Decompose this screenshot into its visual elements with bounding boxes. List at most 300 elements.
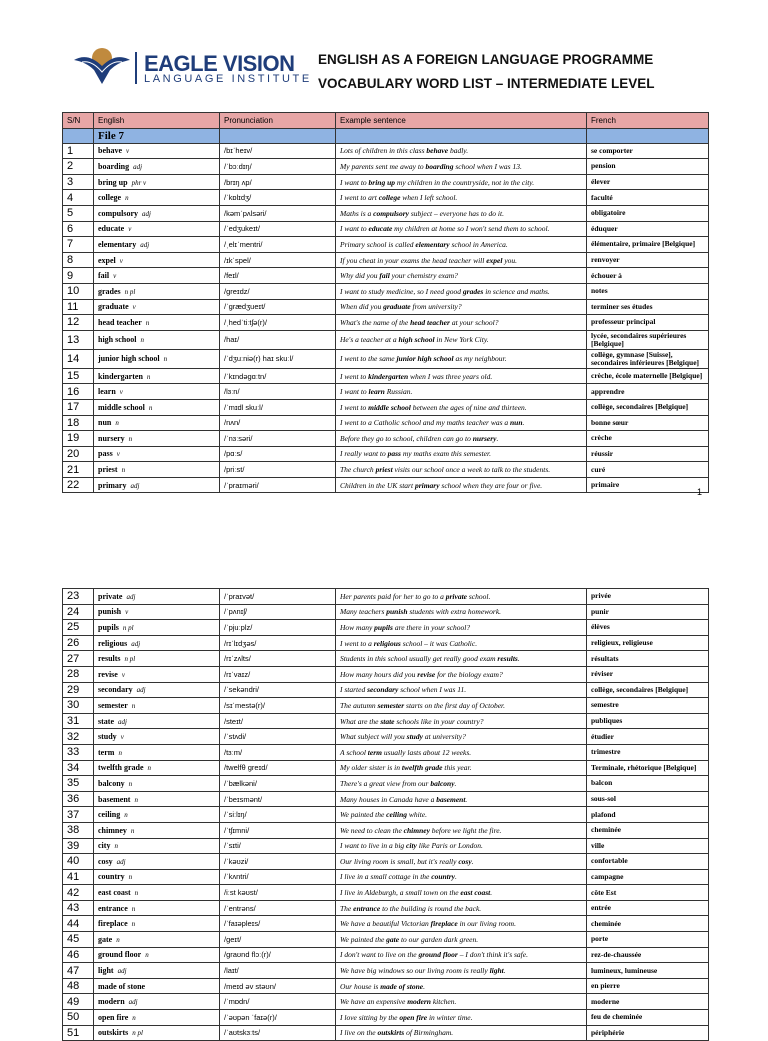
cell-english xyxy=(94,159,220,175)
cell-pronunciation: /ˈbælkəni/ xyxy=(220,776,336,792)
english-word: college xyxy=(98,193,122,203)
example-text: . xyxy=(517,654,520,664)
example-text: as my neighbour. xyxy=(453,354,507,364)
cell-french: pension xyxy=(587,159,709,175)
example-text: I live in a small cottage in the xyxy=(340,872,432,882)
example-text: schools like in your country? xyxy=(394,716,484,726)
part-of-speech: v xyxy=(120,733,124,742)
part-of-speech: n xyxy=(131,904,136,913)
cell-pronunciation: /feɪl/ xyxy=(220,268,336,284)
page-1 xyxy=(0,0,768,500)
table-row xyxy=(63,1010,709,1026)
cell-english xyxy=(94,315,220,331)
example-text: I went to the same xyxy=(340,354,397,364)
cell-example xyxy=(336,221,587,237)
cell-english xyxy=(94,1025,220,1041)
cell-french: étudier xyxy=(587,729,709,745)
example-keyword: basement xyxy=(436,794,466,804)
english-word: fail xyxy=(98,271,110,281)
example-keyword: entrance xyxy=(353,903,381,913)
cell-english xyxy=(94,947,220,963)
cell-pronunciation: /ˈpraɪvət/ xyxy=(220,589,336,605)
cell-english xyxy=(94,190,220,206)
table-row xyxy=(63,159,709,175)
table-row xyxy=(63,760,709,776)
cell-english xyxy=(94,807,220,823)
cell-english xyxy=(94,932,220,948)
cell-pronunciation: /ˈkəʊzi/ xyxy=(220,854,336,870)
part-of-speech: n xyxy=(128,873,133,882)
part-of-speech: n xyxy=(132,1013,136,1022)
example-text: . xyxy=(503,966,506,976)
table-row xyxy=(63,682,709,698)
cell-french: côte Est xyxy=(587,885,709,901)
example-text: I went to art xyxy=(340,193,379,203)
english-word: city xyxy=(98,841,111,851)
table-row xyxy=(63,190,709,206)
example-keyword: nursery xyxy=(472,433,497,443)
table-row xyxy=(63,791,709,807)
cell-example xyxy=(336,854,587,870)
example-text: A school xyxy=(340,747,368,757)
file-label: File 7 xyxy=(94,128,220,143)
cell-english xyxy=(94,268,220,284)
table-row xyxy=(63,221,709,237)
cell-english xyxy=(94,349,220,368)
cell-english xyxy=(94,682,220,698)
example-text: Many houses in Canada have a xyxy=(340,794,437,804)
cell-sn: 28 xyxy=(63,666,94,682)
cell-example xyxy=(336,635,587,651)
cell-sn: 4 xyxy=(63,190,94,206)
cell-pronunciation: /ˈtʃɪmni/ xyxy=(220,822,336,838)
english-word: basement xyxy=(98,794,131,804)
table-row xyxy=(63,330,709,349)
example-keyword: educate xyxy=(368,224,393,234)
part-of-speech: v xyxy=(132,303,136,312)
cell-english xyxy=(94,604,220,620)
part-of-speech: n pl xyxy=(122,623,134,632)
part-of-speech: n xyxy=(128,434,133,443)
example-text: visits our school once a week to talk to the students. xyxy=(392,465,551,475)
part-of-speech: adj xyxy=(117,967,127,976)
part-of-speech: adj xyxy=(140,240,150,249)
cell-pronunciation: /ˈedʒukeɪt/ xyxy=(220,221,336,237)
cell-french: résultats xyxy=(587,651,709,667)
english-word: made of stone xyxy=(98,981,146,991)
cell-pronunciation: /ˈbeɪsmənt/ xyxy=(220,791,336,807)
cell-example xyxy=(336,651,587,667)
english-word: grades xyxy=(98,286,121,296)
example-text: If you cheat in your exams the head teacher will xyxy=(340,255,487,265)
table-row xyxy=(63,604,709,620)
cell-sn: 40 xyxy=(63,854,94,870)
cell-pronunciation: /greɪdz/ xyxy=(220,283,336,299)
example-text: in winter time. xyxy=(427,1012,473,1022)
cell-pronunciation: /ˈdʒuːniə(r) haɪ skuːl/ xyxy=(220,349,336,368)
example-text: . xyxy=(423,981,426,991)
table-row xyxy=(63,174,709,190)
table-row xyxy=(63,713,709,729)
cell-pronunciation: /rɪˈzʌlts/ xyxy=(220,651,336,667)
cell-french: punir xyxy=(587,604,709,620)
cell-example xyxy=(336,431,587,447)
part-of-speech: n xyxy=(114,842,118,851)
cell-english xyxy=(94,252,220,268)
cell-french: religieux, religieuse xyxy=(587,635,709,651)
example-keyword: primary xyxy=(414,480,440,490)
cell-example xyxy=(336,368,587,384)
english-word: compulsory xyxy=(98,208,138,218)
part-of-speech: n xyxy=(115,419,119,428)
table-row xyxy=(63,854,709,870)
cell-english xyxy=(94,221,220,237)
cell-example xyxy=(336,1025,587,1041)
english-word: gate xyxy=(98,934,113,944)
cell-sn: 51 xyxy=(63,1025,94,1041)
english-word: nursery xyxy=(98,433,125,443)
example-text: The xyxy=(340,903,354,913)
cell-example xyxy=(336,237,587,253)
part-of-speech: adj xyxy=(133,162,143,171)
cell-french: éduquer xyxy=(587,221,709,237)
part-of-speech: n xyxy=(125,194,129,203)
example-text: school in America. xyxy=(449,239,508,249)
logo-main-text: EAGLE VISION xyxy=(144,51,295,76)
part-of-speech: v xyxy=(116,450,120,459)
cell-sn: 35 xyxy=(63,776,94,792)
example-keyword: punish xyxy=(386,607,408,617)
cell-french: apprendre xyxy=(587,384,709,400)
cell-example xyxy=(336,462,587,478)
example-keyword: grades xyxy=(462,286,484,296)
example-text: badly. xyxy=(448,146,469,156)
english-word: term xyxy=(98,747,115,757)
page-2 xyxy=(0,580,768,1039)
cell-example xyxy=(336,682,587,698)
part-of-speech: n xyxy=(140,336,144,345)
example-keyword: high school xyxy=(398,335,435,345)
cell-sn: 31 xyxy=(63,713,94,729)
cell-french: balcon xyxy=(587,776,709,792)
part-of-speech: n xyxy=(131,920,136,929)
cell-pronunciation: /ˈpraɪməri/ xyxy=(220,477,336,493)
table-row xyxy=(63,349,709,368)
cell-pronunciation: /sɪˈmestə(r)/ xyxy=(220,698,336,714)
example-text: I don't want to live on the xyxy=(340,950,419,960)
part-of-speech: v xyxy=(128,225,132,234)
english-word: expel xyxy=(98,255,116,265)
table-row xyxy=(63,589,709,605)
example-keyword: study xyxy=(406,732,423,742)
example-text: How many hours did you xyxy=(340,669,418,679)
cell-example xyxy=(336,446,587,462)
cell-pronunciation: /ˈgrædʒueɪt/ xyxy=(220,299,336,315)
example-text: this year. xyxy=(442,763,472,773)
cell-french: lumineux, lumineuse xyxy=(587,963,709,979)
part-of-speech: n xyxy=(124,811,128,820)
example-keyword: fireplace xyxy=(430,919,458,929)
example-text: We painted the xyxy=(340,810,387,820)
cell-sn: 45 xyxy=(63,932,94,948)
cell-english xyxy=(94,462,220,478)
cell-example xyxy=(336,620,587,636)
cell-french: échouer à xyxy=(587,268,709,284)
cell-english xyxy=(94,1010,220,1026)
example-text: I went to xyxy=(340,402,369,412)
english-word: country xyxy=(98,872,125,882)
cell-pronunciation: /ˈfaɪəpleɪs/ xyxy=(220,916,336,932)
part-of-speech: n xyxy=(147,764,152,773)
cell-pronunciation: /rɪˈvaɪz/ xyxy=(220,666,336,682)
cell-french: terminer ses études xyxy=(587,299,709,315)
cell-french: curé xyxy=(587,462,709,478)
example-keyword: city xyxy=(406,841,417,851)
table-row xyxy=(63,978,709,994)
cell-example xyxy=(336,822,587,838)
cell-pronunciation: /geɪt/ xyxy=(220,932,336,948)
english-word: ground floor xyxy=(98,950,142,960)
part-of-speech: adj xyxy=(118,717,127,726)
english-word: elementary xyxy=(98,239,137,249)
cell-sn: 33 xyxy=(63,744,94,760)
header-pronunciation: Pronunciation xyxy=(220,113,336,129)
cell-sn: 17 xyxy=(63,399,94,415)
english-word: nun xyxy=(98,418,112,428)
example-text: There's a great view from our xyxy=(340,778,431,788)
cell-example xyxy=(336,384,587,400)
english-word: punish xyxy=(98,607,122,617)
part-of-speech: n xyxy=(146,372,151,381)
example-keyword: modern xyxy=(407,997,431,1007)
cell-english xyxy=(94,900,220,916)
table-row xyxy=(63,205,709,221)
table-row xyxy=(63,143,709,159)
part-of-speech: adj xyxy=(130,481,140,490)
english-word: revise xyxy=(98,669,118,679)
example-text: Lots of children in this class xyxy=(340,146,427,156)
cell-sn: 21 xyxy=(63,462,94,478)
example-text: Our house is xyxy=(340,981,381,991)
example-text: in New York City. xyxy=(434,335,489,345)
table-row xyxy=(63,635,709,651)
example-text: my children in the countryside, not in the city. xyxy=(395,177,535,187)
example-text: I live on the xyxy=(340,1028,378,1038)
cell-example xyxy=(336,330,587,349)
vocabulary-table-page-2 xyxy=(62,588,709,1041)
example-text: What subject will you xyxy=(340,732,407,742)
part-of-speech: n xyxy=(134,889,139,898)
example-keyword: expel xyxy=(486,255,503,265)
cell-pronunciation: /meɪd əv stəʊn/ xyxy=(220,978,336,994)
cell-english xyxy=(94,666,220,682)
cell-sn: 15 xyxy=(63,368,94,384)
cell-english xyxy=(94,399,220,415)
cell-sn: 12 xyxy=(63,315,94,331)
english-word: open fire xyxy=(98,1012,129,1022)
cell-example xyxy=(336,963,587,979)
example-text: I went to a xyxy=(340,638,374,648)
cell-french: notes xyxy=(587,283,709,299)
part-of-speech: adj xyxy=(126,592,136,601)
part-of-speech: phr v xyxy=(131,178,147,187)
cell-pronunciation: /nʌn/ xyxy=(220,415,336,431)
cell-example xyxy=(336,729,587,745)
cell-english xyxy=(94,791,220,807)
example-keyword: graduate xyxy=(383,302,411,312)
english-word: secondary xyxy=(98,685,133,695)
example-text: between the ages of nine and thirteen. xyxy=(410,402,527,412)
part-of-speech: v xyxy=(119,256,123,265)
example-keyword: college xyxy=(378,193,401,203)
example-text: at university? xyxy=(422,732,466,742)
cell-english xyxy=(94,994,220,1010)
cell-pronunciation: /ˈkɪndəgɑːtn/ xyxy=(220,368,336,384)
cell-sn: 47 xyxy=(63,963,94,979)
cell-english xyxy=(94,635,220,651)
example-text: school when they are four or five. xyxy=(439,480,543,490)
cell-french: Terminale, rhétorique [Belgique] xyxy=(587,760,709,776)
english-word: high school xyxy=(98,335,137,345)
example-text: my maths exam this semester. xyxy=(400,449,491,459)
example-text: before we light the fire. xyxy=(429,825,502,835)
cell-english xyxy=(94,885,220,901)
cell-french: semestre xyxy=(587,698,709,714)
english-word: private xyxy=(98,591,123,601)
table-row xyxy=(63,838,709,854)
english-word: state xyxy=(98,716,114,726)
part-of-speech: adj xyxy=(116,857,126,866)
example-keyword: bring up xyxy=(368,177,396,187)
cell-pronunciation: /ˈaʊtskɜːts/ xyxy=(220,1025,336,1041)
cell-french: plafond xyxy=(587,807,709,823)
cell-pronunciation: /priːst/ xyxy=(220,462,336,478)
cell-sn: 22 xyxy=(63,477,94,493)
example-keyword: light xyxy=(489,966,504,976)
table-row xyxy=(63,415,709,431)
example-text: your chemistry exam? xyxy=(389,271,458,281)
part-of-speech: adj xyxy=(136,686,146,695)
table-row xyxy=(63,252,709,268)
cell-sn: 3 xyxy=(63,174,94,190)
cell-pronunciation: /graʊnd flɔː(r)/ xyxy=(220,947,336,963)
table-row xyxy=(63,368,709,384)
cell-pronunciation: /ˈmɪdl skuːl/ xyxy=(220,399,336,415)
example-text: Many teachers xyxy=(340,607,387,617)
cell-example xyxy=(336,268,587,284)
cell-example xyxy=(336,143,587,159)
header-sn: S/N xyxy=(63,113,94,129)
table-row xyxy=(63,462,709,478)
cell-example xyxy=(336,978,587,994)
english-word: boarding xyxy=(98,161,130,171)
cell-pronunciation: /ˈstʌdi/ xyxy=(220,729,336,745)
cell-example xyxy=(336,791,587,807)
table-row xyxy=(63,299,709,315)
cell-pronunciation: /ˌhedˈtiːtʃə(r)/ xyxy=(220,315,336,331)
cell-pronunciation: /ɪkˈspel/ xyxy=(220,252,336,268)
example-text: . xyxy=(496,433,499,443)
part-of-speech: v xyxy=(119,388,123,397)
cell-english xyxy=(94,729,220,745)
part-of-speech: n xyxy=(145,951,149,960)
cell-example xyxy=(336,994,587,1010)
english-word: entrance xyxy=(98,903,128,913)
cell-french: sous-sol xyxy=(587,791,709,807)
cell-example xyxy=(336,159,587,175)
cell-pronunciation: /laɪt/ xyxy=(220,963,336,979)
example-text: I want to study medicine, so I need good xyxy=(340,286,463,296)
cell-example xyxy=(336,666,587,682)
page-number: 1 xyxy=(697,487,703,497)
cell-sn: 9 xyxy=(63,268,94,284)
cell-example xyxy=(336,190,587,206)
example-text: for the biology exam? xyxy=(435,669,503,679)
example-keyword: outskirts xyxy=(377,1028,405,1038)
table-row xyxy=(63,916,709,932)
english-word: pass xyxy=(98,449,113,459)
cell-english xyxy=(94,384,220,400)
example-text: are there in your school? xyxy=(392,622,471,632)
cell-example xyxy=(336,900,587,916)
part-of-speech: n xyxy=(118,748,122,757)
cell-french: lycée, secondaires supérieures [Belgique] xyxy=(587,330,709,349)
english-word: light xyxy=(98,966,114,976)
example-text: my children at home so I won't send them to school. xyxy=(392,224,550,234)
table-row xyxy=(63,776,709,792)
cell-pronunciation: /rɪˈlɪdʒəs/ xyxy=(220,635,336,651)
part-of-speech: n pl xyxy=(124,655,136,664)
cell-sn: 5 xyxy=(63,205,94,221)
table-row xyxy=(63,932,709,948)
cell-french: en pierre xyxy=(587,978,709,994)
cell-pronunciation: /ˈmɒdn/ xyxy=(220,994,336,1010)
english-word: priest xyxy=(98,465,118,475)
cell-example xyxy=(336,760,587,776)
english-word: junior high school xyxy=(98,354,160,364)
cell-english xyxy=(94,760,220,776)
table-row xyxy=(63,431,709,447)
example-keyword: ground floor xyxy=(418,950,458,960)
cell-french: cheminée xyxy=(587,822,709,838)
cell-example xyxy=(336,869,587,885)
cell-french: privée xyxy=(587,589,709,605)
cell-sn: 44 xyxy=(63,916,94,932)
logo-divider xyxy=(135,52,137,84)
title-line-2: VOCABULARY WORD LIST – INTERMEDIATE LEVEL xyxy=(318,76,655,91)
example-keyword: middle school xyxy=(368,402,411,412)
cell-sn: 13 xyxy=(63,330,94,349)
part-of-speech: n xyxy=(145,318,150,327)
cell-english xyxy=(94,205,220,221)
cell-english xyxy=(94,854,220,870)
english-word: primary xyxy=(98,480,127,490)
example-text: starts on the first day of October. xyxy=(404,700,506,710)
cell-english xyxy=(94,589,220,605)
table-row xyxy=(63,900,709,916)
cell-pronunciation: /ˈsɪti/ xyxy=(220,838,336,854)
example-keyword: nun xyxy=(509,418,523,428)
example-text: My parents sent me away to xyxy=(340,161,426,171)
cell-sn: 39 xyxy=(63,838,94,854)
cell-pronunciation: /lɜːn/ xyxy=(220,384,336,400)
cell-english xyxy=(94,431,220,447)
cell-french: primaire xyxy=(587,477,709,493)
cell-sn: 41 xyxy=(63,869,94,885)
example-keyword: gate xyxy=(386,934,400,944)
example-text: usually lasts about 12 weeks. xyxy=(381,747,472,757)
example-keyword: balcony xyxy=(430,778,455,788)
